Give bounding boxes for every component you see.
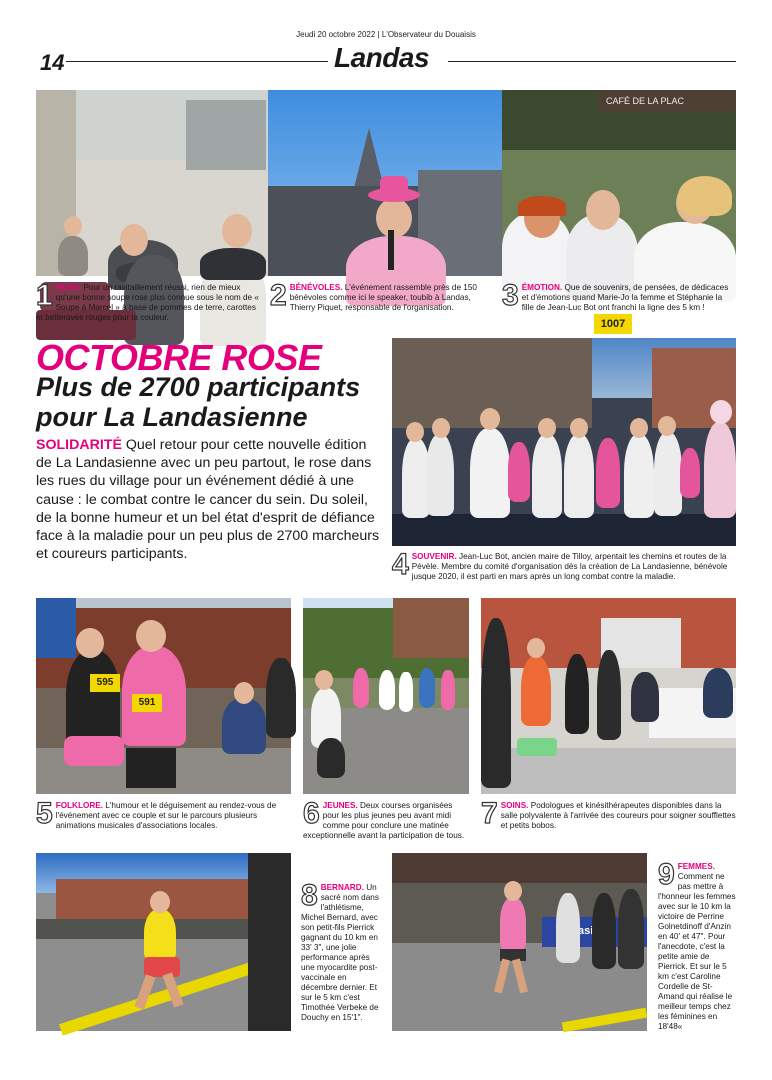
caption-8-text: Un sacré nom dans l'athlétisme, Michel Bernard, avec son petit-fils Pierrick gagnant du 10 km en 33' 3", une jolie performance après une myocardite post-vaccinale en décembre dernier. Et sur le 5 km c'est Timothée Verbeke de Douchy en 15'1". [301,883,379,1022]
caption-1-keyword: ROSE. [55,283,82,292]
caption-1-number: 1 [36,279,53,312]
caption-5-keyword: FOLKLORE. [55,801,103,810]
caption-3-number: 3 [502,279,519,312]
caption-5-number: 5 [36,797,53,830]
lede-keyword: SOLIDARITÉ [36,437,122,453]
photo-group-stage [392,338,736,546]
caption-1-text: Pour un ravitaillement réussi, rien de mieux qu'une bonne soupe rose plus connue sous le nom de « Soupe à Marcel » à base de pommes de terre, carottes et betteraves rouges pour la couleur. [36,283,259,322]
photo-costume-couple [36,598,291,794]
photo-kids-race [303,598,469,794]
bib-1007: 1007 [594,314,632,334]
article-kicker: OCTOBRE ROSE [36,337,322,378]
caption-2-text: L'événement rassemble près de 150 bénévoles comme ici le speaker, toubib à Landas, Thierry Piquet, responsable de l'organisation. [289,283,477,312]
caption-9 [658,858,738,1032]
page-number: 14 [40,50,65,75]
caption-6-text: Deux courses organisées pour les plus jeunes peu avant midi comme pour conclure une matinée exceptionnelle avant la participation de tous. [303,801,465,840]
bib-591: 591 [132,694,162,712]
photo-speaker [268,90,502,276]
lede-text: Quel retour pour cette nouvelle édition de La Landasienne avec un peu partout, le rose dans les rues du village pour un événement dédié à une cause : le combat contre le cancer du sein. Du soleil, de la bonne humeur et un bel état d'esprit de défiance face à la maladie pour un peu plus de 2700 marcheurs et coureurs participants. [36,437,380,563]
header-rule-right [448,61,736,62]
caption-6-keyword: JEUNES. [322,801,358,810]
caption-2 [270,279,498,313]
caption-4-text: Jean-Luc Bot, ancien maire de Tilloy, arpentait les chemins et routes de la Pévèle. Membre du comité d'organisation dès la création de La Landasienne, bénévole jusque 2020, il est parti en mars après un long combat contre la maladie. [411,552,728,581]
article-lede [36,436,382,563]
caption-3-keyword: ÉMOTION. [521,283,563,292]
caption-6 [303,797,471,841]
caption-6-number: 6 [303,797,320,830]
article-title: Plus de 2700 participants pour La Landasienne [36,372,361,432]
header-rule-left [66,61,328,62]
caption-8 [301,879,385,1023]
caption-2-keyword: BÉNÉVOLES. [289,283,343,292]
caption-9-number: 9 [658,858,675,891]
caption-8-number: 8 [301,879,318,912]
caption-2-number: 2 [270,279,287,312]
caption-8-keyword: BERNARD. [320,883,364,892]
caption-9-text: Comment ne pas mettre à l'honneur les femmes avec sur le 10 km la victoire de Perrine Golnetdinoff d'Anzin en 40' et 47". Pour l'anecdote, c'est la petite amie de Pierrick. Et sur le 5 km c'est Caroline Cordelle de St-Amand qui réalise le meilleur temps chez les féminines en 18'48« [658,872,736,1031]
dateline: Jeudi 20 octobre 2022 | L'Observateur du Douaisis [296,30,476,39]
caption-4-keyword: SOUVENIR. [411,552,457,561]
caption-4 [392,548,736,582]
caption-1 [36,279,264,323]
photo-runner-pink [392,853,647,1031]
caption-3 [502,279,736,313]
caption-4-number: 4 [392,548,409,581]
photo-care-room [481,598,736,794]
caption-7-text: Podologues et kinésithérapeutes disponibles dans la salle polyvalente à l'arrivée des coureurs pour soigner soufflettes et petits bobos. [500,801,736,830]
caption-5 [36,797,291,831]
photo-runner-yellow [36,853,291,1031]
caption-7 [481,797,736,831]
cafe-sign: CAFÉ DE LA PLAC [598,90,736,112]
caption-7-number: 7 [481,797,498,830]
caption-3-text: Que de souvenirs, de pensées, de dédicaces et d'émotions quand Marie-Jo la femme et Stéphanie la fille de Jean-Luc Bot ont franchi la ligne des 5 km ! [521,283,729,312]
photo-soup [36,90,268,276]
caption-9-keyword: FEMMES. [677,862,715,871]
bib-595: 595 [90,674,120,692]
caption-7-keyword: SOINS. [500,801,529,810]
section-title: Landas [334,42,430,73]
caption-5-text: L'humour et le déguisement au rendez-vous de l'événement avec ce couple et sur le parcours plusieurs animations musicales d'associations locales. [55,801,277,830]
